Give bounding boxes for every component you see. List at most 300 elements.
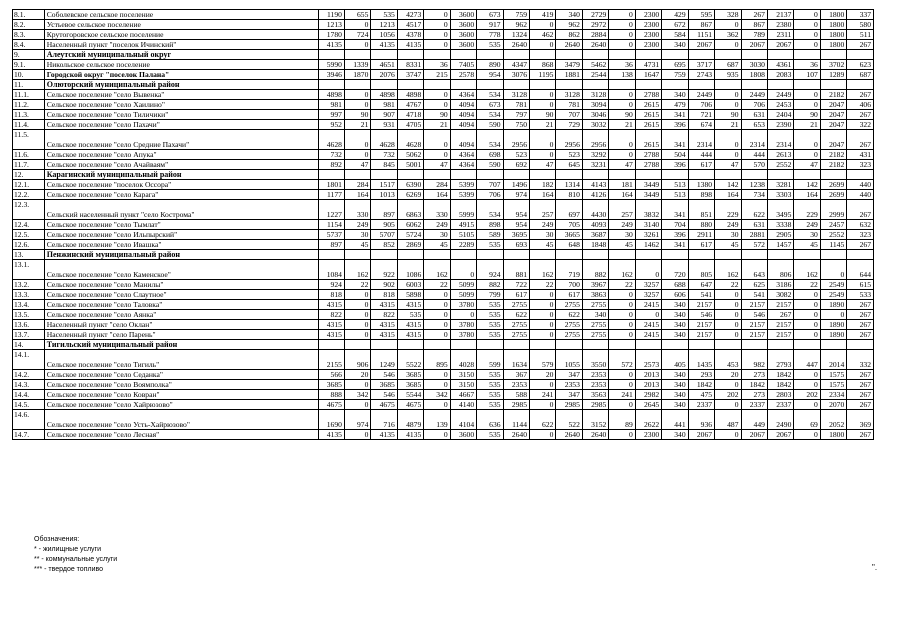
- value-cell: 981: [371, 100, 397, 110]
- value-cell: 2640: [556, 430, 582, 440]
- value-cell: 4731: [635, 60, 661, 70]
- value-cell: 936: [688, 410, 714, 430]
- value-cell: 284: [344, 180, 370, 190]
- value-cell: 2013: [635, 370, 661, 380]
- value-cell: 2552: [820, 230, 846, 240]
- value-cell: 249: [715, 220, 741, 230]
- value-cell: 1249: [371, 350, 397, 370]
- value-cell: 1151: [688, 30, 714, 40]
- value-cell: [820, 250, 846, 260]
- value-cell: 3150: [450, 370, 476, 380]
- value-cell: 5001: [397, 160, 423, 170]
- value-cell: 2985: [556, 400, 582, 410]
- value-cell: 69: [794, 410, 820, 430]
- value-cell: [450, 250, 476, 260]
- value-cell: 462: [530, 30, 556, 40]
- value-cell: 622: [530, 410, 556, 430]
- value-cell: 2182: [820, 90, 846, 100]
- value-cell: 974: [344, 410, 370, 430]
- value-cell: 1013: [371, 190, 397, 200]
- value-cell: 2490: [767, 410, 793, 430]
- value-cell: [741, 80, 767, 90]
- value-cell: 429: [662, 10, 688, 20]
- value-cell: 5462: [582, 60, 608, 70]
- value-cell: 0: [344, 130, 370, 150]
- value-cell: 4364: [450, 90, 476, 100]
- value-cell: [450, 340, 476, 350]
- value-cell: 0: [424, 30, 450, 40]
- value-cell: 2182: [820, 160, 846, 170]
- value-cell: 1800: [820, 430, 846, 440]
- value-cell: 2640: [582, 430, 608, 440]
- value-cell: 898: [477, 220, 503, 230]
- value-cell: [688, 50, 714, 60]
- value-cell: [450, 170, 476, 180]
- value-cell: 3128: [503, 90, 529, 100]
- value-cell: 2289: [450, 240, 476, 250]
- settlement-name: Сельское поселение "село Тигиль": [44, 350, 318, 370]
- value-cell: 1881: [556, 70, 582, 80]
- value-cell: 3046: [582, 110, 608, 120]
- value-cell: [397, 340, 423, 350]
- table-row: [13, 120, 874, 130]
- value-cell: 2013: [635, 380, 661, 390]
- value-cell: [477, 340, 503, 350]
- value-cell: 888: [318, 390, 344, 400]
- value-cell: 2755: [556, 320, 582, 330]
- value-cell: 1339: [344, 60, 370, 70]
- row-number: 11.2.: [13, 100, 45, 110]
- value-cell: 241: [609, 390, 635, 400]
- value-cell: [847, 170, 874, 180]
- value-cell: [397, 250, 423, 260]
- value-cell: [344, 340, 370, 350]
- value-cell: [371, 50, 397, 60]
- value-cell: 0: [609, 20, 635, 30]
- value-cell: 0: [794, 370, 820, 380]
- value-cell: 1084: [318, 260, 344, 280]
- value-cell: 5999: [450, 200, 476, 220]
- value-cell: 1435: [688, 350, 714, 370]
- value-cell: 0: [530, 290, 556, 300]
- table-row: [13, 200, 874, 220]
- value-cell: [609, 50, 635, 60]
- value-cell: 267: [847, 380, 874, 390]
- value-cell: 2755: [582, 330, 608, 340]
- value-cell: 704: [662, 220, 688, 230]
- value-cell: 267: [847, 390, 874, 400]
- value-cell: 3257: [635, 290, 661, 300]
- value-cell: 4104: [450, 410, 476, 430]
- value-cell: 4135: [318, 40, 344, 50]
- value-cell: 182: [530, 180, 556, 190]
- value-cell: 7405: [450, 60, 476, 70]
- value-cell: [741, 170, 767, 180]
- value-cell: 164: [344, 190, 370, 200]
- value-cell: 2337: [688, 400, 714, 410]
- row-number: 8.4.: [13, 40, 45, 50]
- row-number: 11.: [13, 80, 45, 90]
- value-cell: 3600: [450, 430, 476, 440]
- value-cell: 907: [371, 110, 397, 120]
- value-cell: 882: [582, 260, 608, 280]
- value-cell: 546: [371, 390, 397, 400]
- value-cell: [477, 170, 503, 180]
- value-cell: 453: [715, 350, 741, 370]
- value-cell: 2549: [820, 280, 846, 290]
- value-cell: 0: [344, 90, 370, 100]
- legend-notes: [34, 535, 117, 575]
- value-cell: [503, 250, 529, 260]
- value-cell: 1177: [318, 190, 344, 200]
- value-cell: 588: [503, 390, 529, 400]
- value-cell: 622: [503, 310, 529, 320]
- value-cell: 750: [503, 120, 529, 130]
- value-cell: 1462: [635, 240, 661, 250]
- value-cell: [662, 340, 688, 350]
- value-cell: 5544: [397, 390, 423, 400]
- value-cell: 867: [741, 20, 767, 30]
- value-cell: 241: [530, 390, 556, 400]
- value-cell: 1144: [503, 410, 529, 430]
- value-cell: 406: [847, 100, 874, 110]
- value-cell: 342: [424, 390, 450, 400]
- value-cell: 328: [715, 10, 741, 20]
- value-cell: 267: [741, 10, 767, 20]
- value-cell: 648: [556, 240, 582, 250]
- value-cell: [820, 50, 846, 60]
- value-cell: 962: [556, 20, 582, 30]
- settlement-name: Сельское поселение "село Ивашка": [44, 240, 318, 250]
- value-cell: 781: [556, 100, 582, 110]
- value-cell: 0: [424, 10, 450, 20]
- settlement-name: Сельское поселение "село Вывенка": [44, 90, 318, 100]
- value-cell: 4028: [450, 350, 476, 370]
- value-cell: 719: [556, 260, 582, 280]
- table-row: [13, 130, 874, 150]
- value-cell: 0: [424, 20, 450, 30]
- value-cell: [609, 250, 635, 260]
- value-cell: 1213: [371, 20, 397, 30]
- settlement-name: Городской округ "поселок Палана": [44, 70, 318, 80]
- value-cell: 523: [503, 150, 529, 160]
- value-cell: 0: [344, 330, 370, 340]
- value-cell: 579: [530, 350, 556, 370]
- table-row: [13, 290, 874, 300]
- value-cell: 4667: [450, 390, 476, 400]
- value-cell: 340: [662, 40, 688, 50]
- value-cell: [847, 80, 874, 90]
- value-cell: 164: [794, 190, 820, 200]
- value-cell: 22: [715, 280, 741, 290]
- value-cell: 340: [582, 310, 608, 320]
- value-cell: 337: [847, 10, 874, 20]
- value-cell: 881: [503, 260, 529, 280]
- value-cell: 868: [530, 60, 556, 70]
- value-cell: 1890: [820, 320, 846, 330]
- value-cell: 0: [530, 400, 556, 410]
- value-cell: 3281: [767, 180, 793, 190]
- value-cell: 4135: [397, 430, 423, 440]
- value-cell: 2755: [556, 330, 582, 340]
- value-cell: 0: [715, 130, 741, 150]
- value-cell: 716: [371, 410, 397, 430]
- value-cell: [582, 250, 608, 260]
- value-cell: 1870: [344, 70, 370, 80]
- value-cell: 2449: [767, 90, 793, 100]
- settlement-name: Соболевское сельское поселение: [44, 10, 318, 20]
- value-cell: 405: [662, 350, 688, 370]
- value-cell: 534: [477, 200, 503, 220]
- value-cell: 0: [609, 300, 635, 310]
- value-cell: 732: [371, 150, 397, 160]
- value-cell: 444: [688, 150, 714, 160]
- value-cell: 0: [424, 370, 450, 380]
- value-cell: 2788: [635, 160, 661, 170]
- value-cell: 267: [847, 310, 874, 320]
- value-cell: [715, 340, 741, 350]
- value-cell: 2182: [820, 150, 846, 160]
- value-cell: 4628: [318, 130, 344, 150]
- value-cell: 444: [741, 150, 767, 160]
- value-cell: 3150: [450, 380, 476, 390]
- value-cell: 396: [662, 160, 688, 170]
- value-cell: 0: [715, 290, 741, 300]
- row-number: 14.1.: [13, 350, 45, 370]
- value-cell: 340: [662, 300, 688, 310]
- value-cell: 3863: [582, 290, 608, 300]
- value-cell: 3685: [397, 370, 423, 380]
- value-cell: 4364: [450, 160, 476, 170]
- value-cell: 935: [715, 70, 741, 80]
- value-cell: 4315: [397, 330, 423, 340]
- value-cell: 4517: [397, 20, 423, 30]
- value-cell: 2578: [450, 70, 476, 80]
- value-cell: 449: [741, 410, 767, 430]
- value-cell: 3082: [767, 290, 793, 300]
- settlement-name: Населенный пункт "село Оклан": [44, 320, 318, 330]
- settlement-name: Сельское поселение "село Пахачи": [44, 120, 318, 130]
- row-number: 9.1.: [13, 60, 45, 70]
- value-cell: 931: [371, 120, 397, 130]
- value-cell: 3495: [767, 200, 793, 220]
- value-cell: 584: [662, 30, 688, 40]
- value-cell: [767, 250, 793, 260]
- value-cell: 257: [609, 200, 635, 220]
- value-cell: [371, 170, 397, 180]
- table-row: [13, 260, 874, 280]
- value-cell: 721: [688, 110, 714, 120]
- value-cell: 2157: [741, 320, 767, 330]
- row-number: 12.5.: [13, 230, 45, 240]
- value-cell: 759: [662, 70, 688, 80]
- value-cell: 4126: [582, 190, 608, 200]
- value-cell: 22: [344, 280, 370, 290]
- value-cell: 0: [530, 330, 556, 340]
- value-cell: 2544: [582, 70, 608, 80]
- district-name: Карагинский муниципальный район: [44, 170, 318, 180]
- value-cell: 396: [662, 120, 688, 130]
- value-cell: 0: [344, 430, 370, 440]
- value-cell: 347: [556, 390, 582, 400]
- value-cell: 546: [741, 310, 767, 320]
- row-number: 14.: [13, 340, 45, 350]
- value-cell: 4347: [503, 60, 529, 70]
- value-cell: 535: [371, 10, 397, 20]
- value-cell: 1314: [556, 180, 582, 190]
- value-cell: 781: [503, 100, 529, 110]
- value-cell: 0: [609, 370, 635, 380]
- value-cell: 0: [450, 310, 476, 320]
- value-cell: 541: [688, 290, 714, 300]
- value-cell: 162: [609, 260, 635, 280]
- value-cell: 734: [741, 190, 767, 200]
- value-cell: 1496: [503, 180, 529, 190]
- row-number: 10.: [13, 70, 45, 80]
- value-cell: 590: [477, 120, 503, 130]
- value-cell: 5990: [318, 60, 344, 70]
- value-cell: 0: [424, 100, 450, 110]
- value-cell: 47: [344, 160, 370, 170]
- value-cell: 36: [609, 60, 635, 70]
- value-cell: [794, 170, 820, 180]
- value-cell: 162: [715, 260, 741, 280]
- value-cell: 4140: [450, 400, 476, 410]
- value-cell: 5399: [450, 190, 476, 200]
- value-cell: 4364: [450, 150, 476, 160]
- table-row: [13, 370, 874, 380]
- table-row: [13, 410, 874, 430]
- value-cell: 615: [847, 280, 874, 290]
- value-cell: 2157: [741, 300, 767, 310]
- value-cell: [741, 250, 767, 260]
- value-cell: 0: [715, 300, 741, 310]
- value-cell: 21: [794, 120, 820, 130]
- value-cell: [715, 250, 741, 260]
- value-cell: 1848: [582, 240, 608, 250]
- value-cell: 107: [794, 70, 820, 80]
- value-cell: 330: [424, 200, 450, 220]
- section-header-row: [13, 170, 874, 180]
- value-cell: [847, 250, 874, 260]
- value-cell: 3780: [450, 330, 476, 340]
- row-number: 11.5.: [13, 130, 45, 150]
- value-cell: 330: [344, 200, 370, 220]
- value-cell: 0: [344, 20, 370, 30]
- value-cell: 4628: [397, 130, 423, 150]
- value-cell: 3231: [582, 160, 608, 170]
- row-number: 14.4.: [13, 390, 45, 400]
- value-cell: [318, 250, 344, 260]
- value-cell: 2985: [503, 400, 529, 410]
- value-cell: 138: [609, 70, 635, 80]
- value-cell: 1800: [820, 20, 846, 30]
- row-number: 11.7.: [13, 160, 45, 170]
- value-cell: 673: [477, 10, 503, 20]
- row-number: 9.: [13, 50, 45, 60]
- value-cell: 0: [715, 330, 741, 340]
- value-cell: 617: [688, 240, 714, 250]
- value-cell: 535: [477, 430, 503, 440]
- value-cell: 2300: [635, 40, 661, 50]
- settlement-name: Крутогоровское сельское поселение: [44, 30, 318, 40]
- value-cell: 2869: [397, 240, 423, 250]
- value-cell: 895: [424, 350, 450, 370]
- value-cell: 535: [477, 370, 503, 380]
- value-cell: 0: [609, 40, 635, 50]
- row-number: 13.: [13, 250, 45, 260]
- value-cell: 3967: [582, 280, 608, 290]
- value-cell: 0: [794, 100, 820, 110]
- value-cell: 822: [318, 310, 344, 320]
- value-cell: 0: [450, 260, 476, 280]
- value-cell: 697: [556, 200, 582, 220]
- value-cell: 36: [424, 60, 450, 70]
- value-cell: [556, 50, 582, 60]
- value-cell: 924: [477, 260, 503, 280]
- value-cell: 534: [477, 130, 503, 150]
- value-cell: [344, 50, 370, 60]
- value-cell: 2337: [767, 400, 793, 410]
- value-cell: [662, 250, 688, 260]
- value-cell: 1808: [741, 70, 767, 80]
- value-cell: 45: [715, 240, 741, 250]
- value-cell: [450, 80, 476, 90]
- value-cell: 164: [424, 190, 450, 200]
- value-cell: 4315: [371, 320, 397, 330]
- value-cell: 707: [477, 180, 503, 190]
- value-cell: 342: [344, 390, 370, 400]
- value-cell: 267: [847, 300, 874, 310]
- value-cell: [397, 50, 423, 60]
- value-cell: [530, 340, 556, 350]
- row-number: 11.3.: [13, 110, 45, 120]
- value-cell: 890: [477, 60, 503, 70]
- value-cell: [635, 340, 661, 350]
- value-cell: 1145: [820, 240, 846, 250]
- value-cell: 647: [688, 280, 714, 290]
- row-number: 13.4.: [13, 300, 45, 310]
- value-cell: 0: [820, 260, 846, 280]
- value-cell: 954: [503, 220, 529, 230]
- tariff-table: [12, 9, 874, 440]
- value-cell: [635, 250, 661, 260]
- value-cell: 4315: [397, 320, 423, 330]
- value-cell: 90: [344, 110, 370, 120]
- table-row: [13, 390, 874, 400]
- value-cell: 4675: [397, 400, 423, 410]
- value-cell: 30: [530, 230, 556, 240]
- value-cell: [556, 250, 582, 260]
- value-cell: 4135: [397, 40, 423, 50]
- value-cell: [820, 80, 846, 90]
- value-cell: 0: [715, 40, 741, 50]
- value-cell: 1190: [318, 10, 344, 20]
- value-cell: 851: [688, 200, 714, 220]
- value-cell: 487: [715, 410, 741, 430]
- value-cell: 2083: [767, 70, 793, 80]
- value-cell: 535: [397, 310, 423, 320]
- value-cell: 0: [794, 300, 820, 310]
- value-cell: [450, 50, 476, 60]
- value-cell: 2070: [820, 400, 846, 410]
- value-cell: 0: [424, 310, 450, 320]
- value-cell: 845: [371, 160, 397, 170]
- row-number: 14.6.: [13, 410, 45, 430]
- value-cell: 706: [741, 100, 767, 110]
- settlement-name: Сельское поселение "село Тиличики": [44, 110, 318, 120]
- value-cell: 2047: [820, 130, 846, 150]
